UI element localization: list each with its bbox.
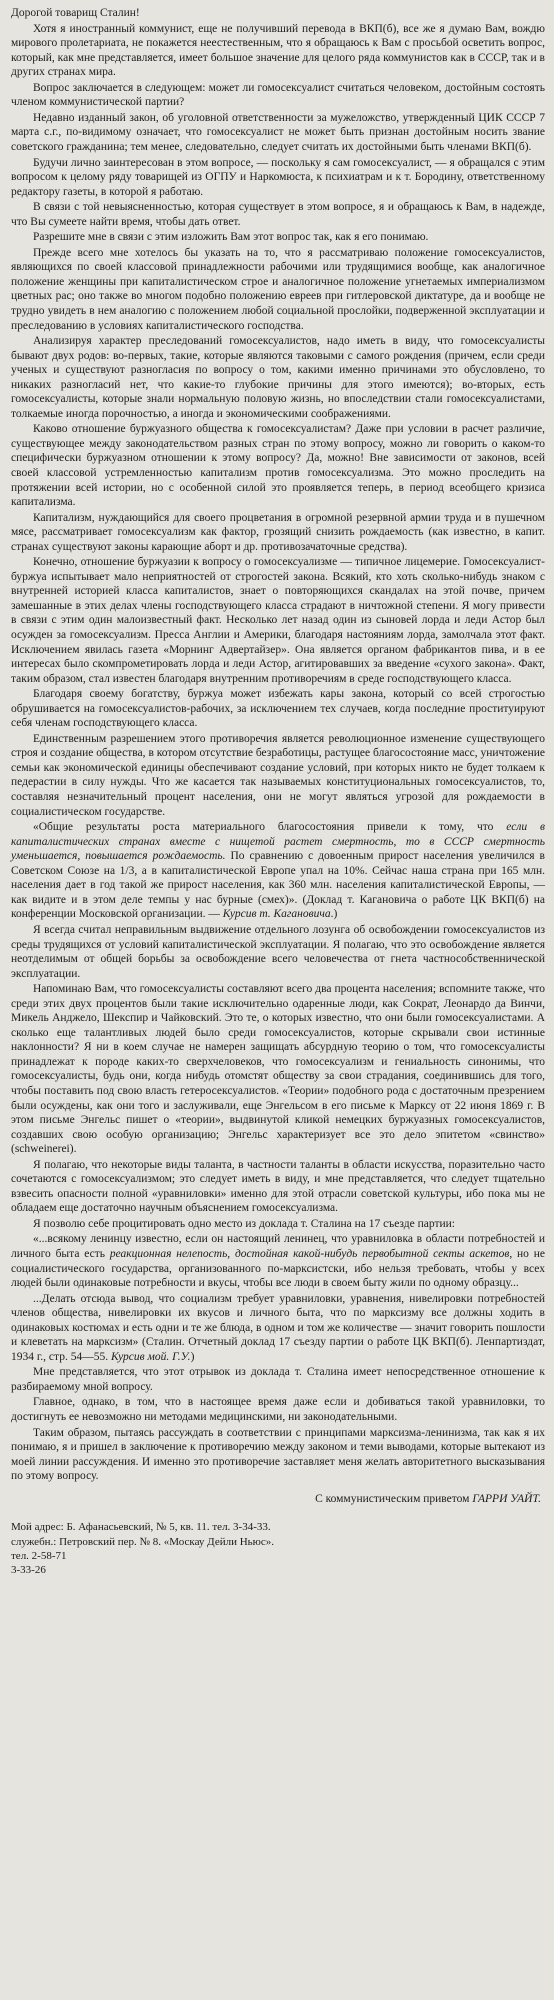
- contact-block: [11, 1520, 545, 1577]
- letter-paragraph: Таким образом, пытаясь рассуждать в соответствии с принципами марксизма-ленинизма, так как я их понимаю, я и пришел в заключение к противоречию между законом и теми выводами, которые вытекают из моей линии рассуждения. И именно это противоречие заставляет меня желать авторитетного высказывания по этому вопросу.: [11, 1426, 545, 1483]
- letter-paragraph: Главное, однако, в том, что в настоящее время даже если и добиваться такой уравниловки, то достигнуть ее невозможно ни методами медицинскими, ни законодательными.: [11, 1396, 545, 1423]
- contact-line: служебн.: Петровский пер. № 8. «Москау Дейли Ньюс».: [11, 1535, 275, 1548]
- letter-paragraph: Конечно, отношение буржуазии к вопросу о гомосексуализме — типичное лицемерие. Гомосексуалист-буржуа испытывает мало неприятностей от строгостей закона. Всякий, кто хоть сколько-нибудь знаком с внутренней историей класса капиталистов, знает о повторяющихся скандалах на этой почве, причем замешанные в этих делах члены господствующего класса страдают в ничтожной степени. Я могу привести в связи с этим один малоизвестный факт. Несколько лет назад один из сыновей лорда и леди Астор был осужден за гомосексуализм. Пресса Англии и Америки, благодаря настояниям лорда, замолчала этот факт. Исключением явилась газета «Морнинг Адвертайзер». Она является органом фабрикантов пива, и в ее интересах было скомпрометировать лорда и леди Астор, агитировавших за введение «сухого закона». Факт, таким образом, стал известен благодаря внутренним противоречиям в среде господствующего класса.: [11, 556, 545, 685]
- letter-paragraph: Единственным разрешением этого противоречия является революционное изменение существующего строя и создание общества, в котором отсутствие безработицы, растущее благосостояние масс, уничтожение семьи как экономической единицы обеспечивают создание условий, при которых никто не будет толкаем к педерастии в силу нужды. Что же касается так называемых конституциональных гомосексуалистов, то, составляя незначительный процент населения, они не могут являться угрозой для рождаемости в социалистическом государстве.: [11, 732, 545, 818]
- letter-paragraph: ...Делать отсюда вывод, что социализм требует уравниловки, уравнения, нивелировки потребностей членов общества, нивелировки их вкусов и личного быта, что по марксизму все должны ходить в одинаковых костюмах и есть одни и те же блюда, в одном и том же количестве — значит говорить пошлости и клеветать на марксизм» (Сталин. Отчетный доклад 17 съезду партии о работе ЦК ВКП(б). Ленпартиздат, 1934 г., стр. 54—55. Курсив мой. Г.У.): [11, 1292, 545, 1363]
- letter-paragraph: Анализируя характер преследований гомосексуалистов, надо иметь в виду, что гомосексуалисты бывают двух родов: во-первых, такие, которые являются таковыми с самого рождения (причем, если среди ученых и существуют разногласия по вопросу о том, какими именно причинами это обусловлено, то никаких разногласий нет, что какие-то глубокие причины для этого имеются); во-вторых, есть гомосексуалисты, которые знали нормальную половую жизнь, но впоследствии стали гомосексуалистами, толкаемые иногда порочностью, а иногда и экономическими соображениями.: [11, 335, 545, 420]
- contact-line: Мой адрес: Б. Афанасьевский, № 5, кв. 11. тел. 3-34-33.: [11, 1521, 271, 1534]
- signature-prefix: С коммунистическим приветом: [315, 1492, 470, 1505]
- contact-line: тел. 2-58-71: [11, 1549, 67, 1562]
- letter-signature: [11, 1492, 545, 1507]
- letter-paragraph: Я всегда считал неправильным выдвижение отдельного лозунга об освобождении гомосексуалистов из среды трудящихся от условий капиталистической эксплуатации. Я полагаю, что это освобождение является неотделимым от общей борьбы за освобождение всего человечества от гнета частнособственнической эксплуатации.: [11, 923, 545, 980]
- letter-paragraph: Недавно изданный закон, об уголовной ответственности за мужеложство, утвержденный ЦИК СССР 7 марта с.г., по-видимому означает, что гомосексуалист не может быть признан достойным носить звание советского гражданина; тем менее, следовательно, следует считать их достойными быть членами ВКП(б).: [11, 111, 545, 153]
- letter-paragraph: Капитализм, нуждающийся для своего процветания в огромной резервной армии труда и в пушечном мясе, рассматривает гомосексуализм как фактор, грозящий снизить рождаемость (как известно, в капит. странах существуют законы карающие аборт и др. противозачаточные средства).: [11, 511, 545, 553]
- italic-emphasis: Курсив т. Кагановича: [222, 908, 331, 921]
- letter-paragraph: Напоминаю Вам, что гомосексуалисты составляют всего два процента населения; вспомните также, что среди этих двух процентов были такие исключительно одаренные люди, как Сократ, Леонардо да Винчи, Микель Анджело, Шекспир и Чайковский. Это те, о которых известно, что они были гомосексуалистами. А сколько еще талантливых людей было среди гомосексуалистов, которые скрывали свои истинные наклонности? Я ни в коем случае не намерен защищать абсурдную теорию о том, что гомосексуалисты принадлежат к породе каких-то сверхчеловеков, что гомосексуализм и гениальность синонимы, что гомосексуалисты, будь они, когда нибудь отомстят обществу за свои страдания, соединившись для того, чтобы поставить под свою власть гетеросексуалистов. «Теории» подобного рода с достаточным презрением были осуждены, как они того и заслуживали, еще Энгельсом в его письме к Марксу от 22 июня 1869 г. В этом письме Энгельс пишет о «теории», выдвинутой кликой немецких буржуазных гомосексуалистов, создавших свою особую организацию; Энгельс характеризует все это дело эпитетом «свинство» (schweinerei).: [11, 983, 545, 1156]
- contact-line: 3-33-26: [11, 1563, 46, 1576]
- letter-paragraph: Будучи лично заинтересован в этом вопросе, — поскольку я сам гомосексуалист, — я обращался с этим вопросом к целому ряду товарищей из ОГПУ и Наркомюста, к психиатрам и к т. Бородину, ответственному редактору газеты, в которой я работаю.: [11, 156, 545, 198]
- letter-paragraph: «Общие результаты роста материального благосостояния привели к тому, что если в капиталистических странах вместе с нищетой растет смертность, то в СССР смертность уменьшается, повышается рождаемость. По сравнению с довоенным прирост населения увеличился в Советском Союзе на 1/3, а в капиталистической Европе упал на 10%. Сейчас наша страна при 165 млн. населения дает в год такой же прирост населения, как 360 млн. населения капиталистической Европы, — как видите и в этом деле темпы у нас бурные (смех)». (Доклад т. Кагановича о работе ЦК ВКП(б) на конференции Московской организации. — Курсив т. Кагановича.): [11, 821, 545, 921]
- letter-paragraph: Каково отношение буржуазного общества к гомосексуалистам? Даже при условии в расчет различие, существующее между законодательством разных стран по этому вопросу, можно ли говорить о каком-то специфически буржуазном отношении к этому вопросу? Да, можно! Вне зависимости от законов, всей своей классовой устремленностью капитализм против гомосексуализма. Это можно проследить на протяжении всей истории, но с особенной силой это проявляется теперь, в период всеобщего кризиса капитализма.: [11, 423, 545, 509]
- letter-paragraph: Вопрос заключается в следующем: может ли гомосексуалист считаться человеком, достойным состоять членом коммунистической партии?: [11, 81, 545, 109]
- letter-greeting: Дорогой товарищ Сталин!: [11, 7, 140, 19]
- letter-paragraph: Я позволю себе процитировать одно место из доклада т. Сталина на 17 съезде партии:: [33, 1217, 455, 1230]
- italic-emphasis: Курсив мой. Г.У.: [110, 1350, 191, 1363]
- letter-paragraph: Хотя я иностранный коммунист, еще не получивший перевода в ВКП(б), все же я думаю Вам, вождю мирового пролетариата, не покажется неестественным, что я обращаюсь к Вам с просьбой осветить вопрос, который, как мне представляется, имеет большое значение для целого ряда коммунистов как в СССР, так и в других странах мира.: [11, 22, 545, 79]
- letter-paragraph: В связи с той невыясненностью, которая существует в этом вопросе, я и обращаюсь к Вам, в надежде, что Вы сумеете найти время, чтобы дать ответ.: [11, 201, 545, 228]
- letter-paragraph: Я полагаю, что некоторые виды таланта, в частности таланты в области искусства, поразительно часто сочетаются с гомосексуализмом; это следует иметь в виду, и мне представляется, что следует тщательно взвесить опасности полной «уравниловки» именно для этой отрасли советской культуры, ибо пока мы не обладаем еще достаточно научным объяснением гомосексуализма.: [11, 1158, 545, 1215]
- letter-paragraph: Прежде всего мне хотелось бы указать на то, что я рассматриваю положение гомосексуалистов, являющихся по своей классовой принадлежности рабочими или трудящимися вообще, как аналогичное положение женщины при капиталистическом строе и аналогичное положение угнетаемых империализмом цветных рас; оно также во многом подобно положению евреев при гитлеровской диктатуре, да и вообще не трудно увидеть в нем аналогию с положением любой социальной прослойки, подверженной эксплуатации и преследованию в условиях капиталистического господства.: [11, 246, 545, 332]
- signature-name: ГАРРИ УАЙТ.: [472, 1492, 541, 1505]
- letter-paragraph: Разрешите мне в связи с этим изложить Вам этот вопрос так, как я его понимаю.: [33, 231, 429, 244]
- letter-paragraph: Благодаря своему богатству, буржуа может избежать кары закона, который со всей строгостью обрушивается на гомосексуалистов-рабочих, за исключением тех случаев, когда последние проституируют себя членам господствующего класса.: [11, 688, 545, 730]
- letter-paragraph: Мне представляется, что этот отрывок из доклада т. Сталина имеет непосредственное отношение к разбираемому мной вопросу.: [11, 1366, 545, 1393]
- italic-emphasis: реакционная нелепость, достойная какой-нибудь первобытной секты аскетов: [109, 1247, 510, 1260]
- letter-paragraph: «...всякому ленинцу известно, если он настоящий ленинец, что уравниловка в области потребностей и личного быта есть реакционная нелепость, достойная какой-нибудь первобытной секты аскетов, но не социалистического государства, организованного по-марксистски, ибо нельзя требовать, чтобы у всех людей были одинаковые потребности и вкусы, чтобы все люди в своем быту жили по одному образцу...: [11, 1233, 545, 1290]
- letter-body: [11, 22, 545, 1484]
- italic-emphasis: если в капиталистических странах вместе с нищетой растет смертность, то в СССР смертность уменьшается, повышается рождаемость.: [11, 821, 545, 863]
